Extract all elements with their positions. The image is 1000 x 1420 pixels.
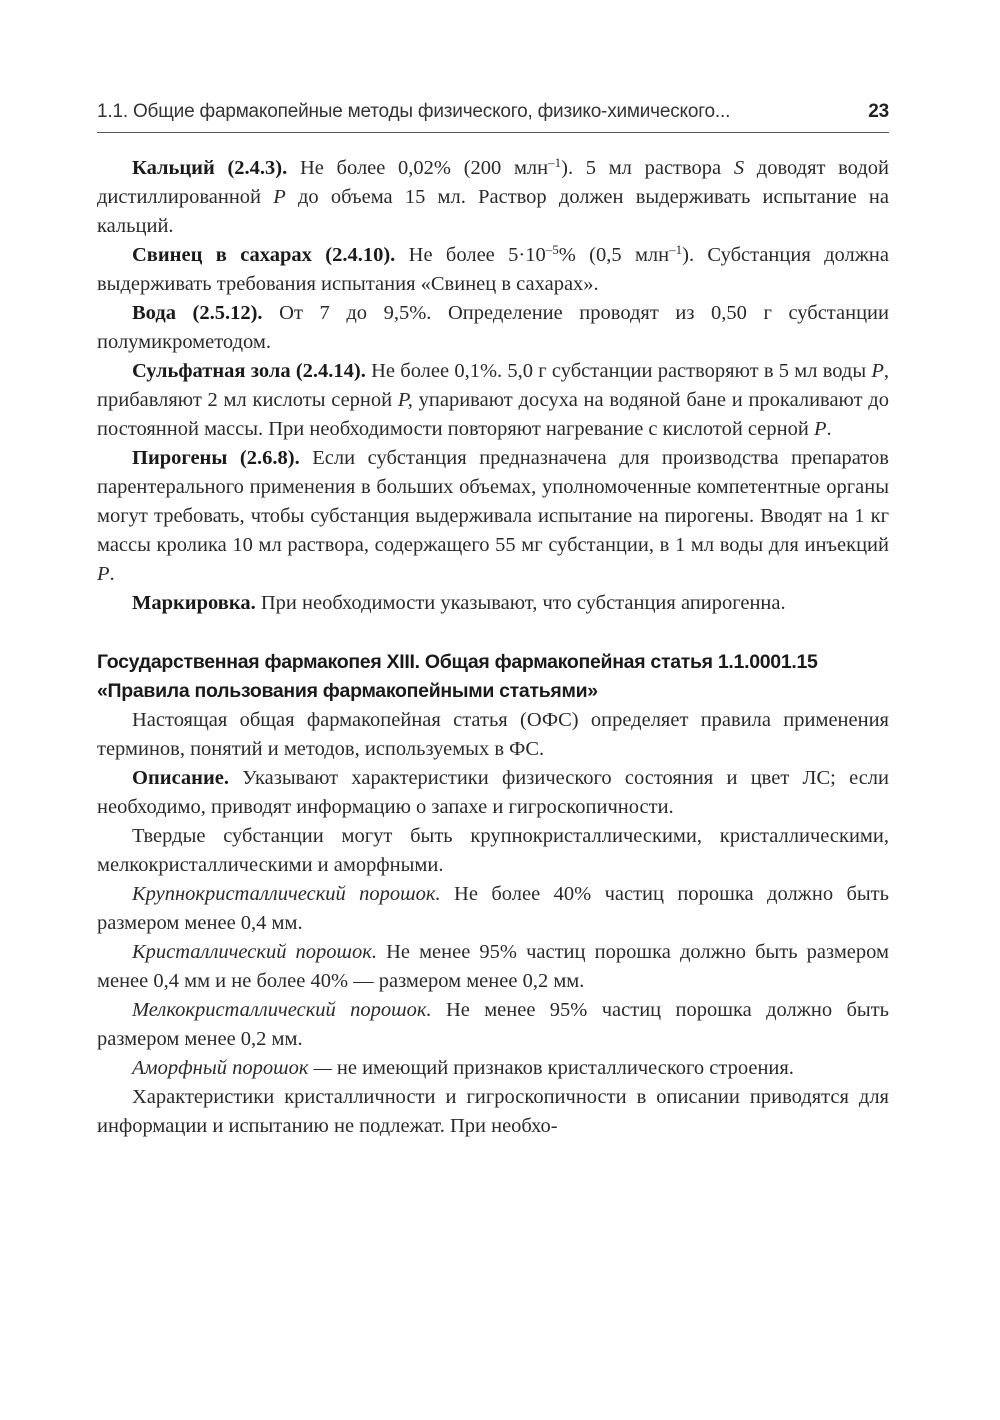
term-pyrogens: Пирогены (2.6.8). xyxy=(132,447,300,469)
section-heading xyxy=(97,648,889,706)
paragraph-amorphous-powder: Аморфный порошок — не имеющий признаков кристаллического строения. xyxy=(132,1057,794,1079)
running-header xyxy=(97,101,889,131)
term-water: Вода (2.5.12). xyxy=(132,302,263,324)
paragraph-coarse-powder: Крупнокристаллический порошок. Не более 40% частиц порошка должно быть размером менее 0,4 мм. xyxy=(97,883,889,934)
paragraph-calcium: Кальций (2.4.3). Не более 0,02% (200 млн$^{-1}$). 5 мл раствора S доводят водой дистиллированной P до объема 15 мл. Раствор должен выдерживать испытание на кальций. xyxy=(97,155,889,237)
paragraph-fine-powder: Мелкокристаллический порошок. Не менее 95% частиц порошка должно быть размером менее 0,2 мм. xyxy=(97,999,890,1050)
paragraph-crystalline-powder: Кристаллический порошок. Не менее 95% частиц порошка должно быть размером менее 0,4 мм и не более 40% — размером менее 0,2 мм. xyxy=(97,941,889,992)
paragraph-solid-substances: Твердые субстанции могут быть крупнокристаллическими, кристаллическими, мелкокристаллическими и аморфными. xyxy=(97,825,889,876)
term-sulfated-ash: Сульфатная зола (2.4.14). xyxy=(132,360,366,382)
section-heading-line-1: Государственная фармакопея XIII. Общая фармакопейная статья 1.1.0001.15 xyxy=(97,651,818,673)
paragraph-description: Описание. Указывают характеристики физического состояния и цвет ЛС; если необходимо, приводят информацию о запахе и гигроскопичности. xyxy=(97,767,889,818)
term-lead: Свинец в сахарах (2.4.10). xyxy=(132,244,396,266)
term-description: Описание. xyxy=(132,767,230,789)
paragraph-intro: Настоящая общая фармакопейная статья (ОФС) определяет правила применения терминов, понятий и методов, используемых в ФС. xyxy=(97,709,889,760)
running-header-title: 1.1. Общие фармакопейные методы физического, физико-химического... xyxy=(97,101,731,122)
term-calcium: Кальций (2.4.3). xyxy=(132,157,288,179)
section-heading-line-2: «Правила пользования фармакопейными статьями» xyxy=(97,680,598,702)
term-labelling: Маркировка. xyxy=(132,592,256,614)
paragraph-water: Вода (2.5.12). От 7 до 9,5%. Определение проводят из 0,50 г субстанции полумикрометодом. xyxy=(97,302,889,353)
page-number: 23 xyxy=(868,101,889,122)
paragraph-characteristics: Характеристики кристалличности и гигроскопичности в описании приводятся для информации и испытанию не подлежат. При необхо- xyxy=(97,1086,889,1137)
page-body xyxy=(97,154,889,1141)
paragraph-pyrogens: Пирогены (2.6.8). Если субстанция предназначена для производства препаратов парентерального применения в больших объемах, уполномоченные компетентные органы могут требовать, чтобы субстанция выдерживала испытание на пирогены. Вводят на 1 кг массы кролика 10 мл раствора, содержащего 55 мг субстанции, в 1 мл воды для инъекций P. xyxy=(97,447,889,585)
header-rule xyxy=(97,132,889,133)
paragraph-sulfated-ash: Сульфатная зола (2.4.14). Не более 0,1%. 5,0 г субстанции растворяют в 5 мл воды P, прибавляют 2 мл кислоты серной P, упаривают досуха на водяной бане и прокаливают до постоянной массы. При необходимости повторяют нагревание с кислотой серной P. xyxy=(97,360,889,440)
paragraph-lead-in-sugars: Свинец в сахарах (2.4.10). Не более $5\cdot 10^{-5}\%$ (0,5 млн$^{-1}$). Субстанция должна выдерживать требования испытания «Свинец в сахарах». xyxy=(97,242,889,295)
paragraph-labelling: Маркировка. При необходимости указывают, что субстанция апирогенна. xyxy=(132,592,786,614)
